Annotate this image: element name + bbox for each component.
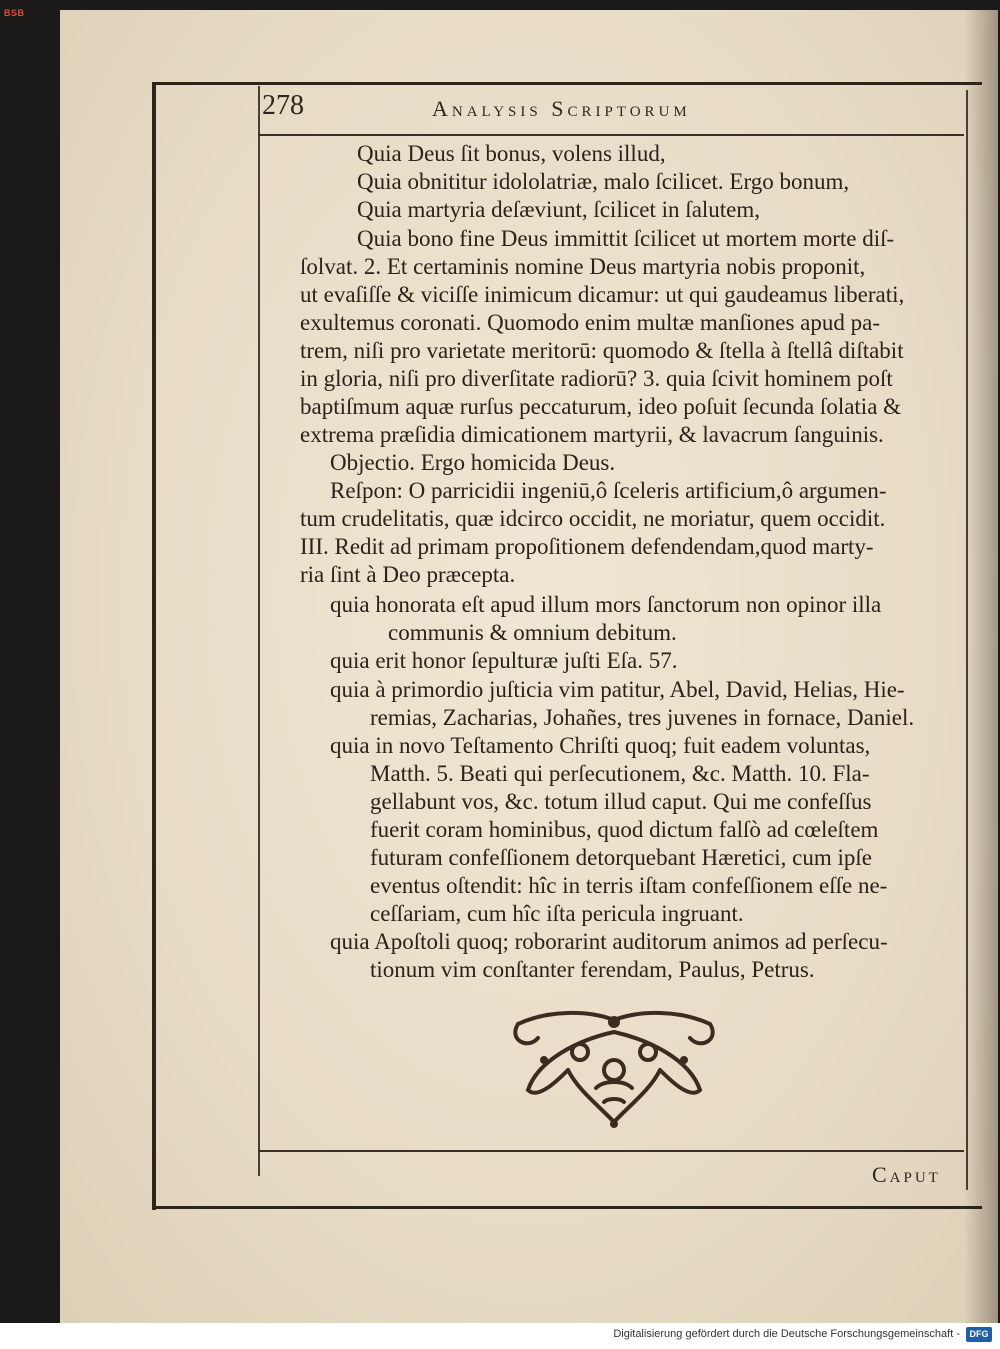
- credit-bar: [0, 1323, 1000, 1349]
- running-head: Analysis Scriptorum: [432, 96, 691, 121]
- margin-rule-left: [258, 86, 260, 1176]
- text-line: extrema præſidia dimicationem martyrii, & lavacrum ſanguinis.: [300, 422, 884, 447]
- frame-left-rule: [152, 82, 156, 1210]
- text-line: eventus oſtendit: hîc in terris iſtam confeſſionem eſſe ne-: [370, 873, 888, 898]
- text-line: communis & omnium debitum.: [388, 620, 677, 645]
- text-line: Quia bono fine Deus immittit ſcilicet ut mortem morte diſ-: [357, 226, 895, 251]
- text-line: Quia obnititur idololatriæ, malo ſcilicet. Ergo bonum,: [357, 169, 850, 194]
- text-line: fuerit coram hominibus, quod dictum falſò ad cœleſtem: [370, 817, 879, 842]
- catchword: Caput: [872, 1162, 941, 1187]
- text-line: Matth. 5. Beati qui perſecutionem, &c. Matth. 10. Fla-: [370, 761, 870, 786]
- text-line: exultemus coronati. Quomodo enim multæ manſiones apud pa-: [300, 310, 881, 335]
- text-line: ut evaſiſſe & viciſſe inimicum dicamur: ut qui gaudeamus liberati,: [300, 282, 905, 307]
- dfg-logo-icon: DFG: [966, 1327, 992, 1342]
- text-line: Quia martyria deſæviunt, ſcilicet in ſalutem,: [357, 197, 761, 222]
- text-line: quia in novo Teſtamento Chriſti quoq; fuit eadem voluntas,: [330, 733, 871, 758]
- text-line: quia honorata eſt apud illum mors ſanctorum non opinor illa: [330, 592, 882, 617]
- text-line: trem, niſi pro varietate meritorū: quomodo & ſtella à ſtellâ diſtabit: [300, 338, 904, 363]
- text-line: remias, Zacharias, Johañes, tres juvenes in fornace, Daniel.: [370, 705, 915, 730]
- text-line: futuram confeſſionem detorquebant Hæretici, cum ipſe: [370, 845, 873, 870]
- text-line: ſolvat. 2. Et certaminis nomine Deus martyria nobis proponit,: [300, 254, 866, 279]
- frame-bottom-rule: [152, 1206, 982, 1209]
- text-line: Reſpon: O parricidii ingeniū,ô ſceleris artificium,ô argumen-: [330, 478, 887, 503]
- footer-rule: [258, 1150, 964, 1152]
- text-line: tionum vim conſtanter ferendam, Paulus, Petrus.: [370, 957, 815, 982]
- credit-text: Digitalisierung gefördert durch die Deutsche Forschungsgemeinschaft -: [613, 1328, 960, 1340]
- text-line: quia erit honor ſepulturæ juſti Eſa. 57.: [330, 648, 678, 673]
- text-line: ria ſint à Deo præcepta.: [300, 562, 516, 587]
- page-edge-shadow: [964, 10, 998, 1323]
- page-number: 278: [262, 90, 304, 121]
- text-line: in gloria, niſi pro diverſitate radiorū? 3. quia ſcivit hominem poſt: [300, 366, 893, 391]
- printer-ornament: [508, 1010, 720, 1130]
- text-line: quia à primordio juſticia vim patitur, Abel, David, Helias, Hie-: [330, 677, 905, 702]
- text-line: gellabunt vos, &c. totum illud caput. Qui me confeſſus: [370, 789, 872, 814]
- objection-line: Objectio. Ergo homicida Deus.: [330, 450, 616, 475]
- text-line: ceſſariam, cum hîc iſta pericula ingruant.: [370, 901, 744, 926]
- book-page: [60, 10, 998, 1323]
- header-rule: [258, 134, 964, 136]
- text-line: baptiſmum aquæ rurſus peccaturum, ideo poſuit ſecunda ſolatia &: [300, 394, 902, 419]
- frame-top-rule: [152, 82, 982, 85]
- text-line: quia Apoſtoli quoq; roborarint auditorum animos ad perſecu-: [330, 929, 888, 954]
- text-line: Quia Deus ſit bonus, volens illud,: [357, 141, 666, 166]
- library-mark: BSB: [4, 8, 25, 18]
- text-line: tum crudelitatis, quæ idcirco occidit, ne moriatur, quem occidit.: [300, 506, 886, 531]
- text-line: III. Redit ad primam propoſitionem defendendam,quod marty-: [300, 534, 874, 559]
